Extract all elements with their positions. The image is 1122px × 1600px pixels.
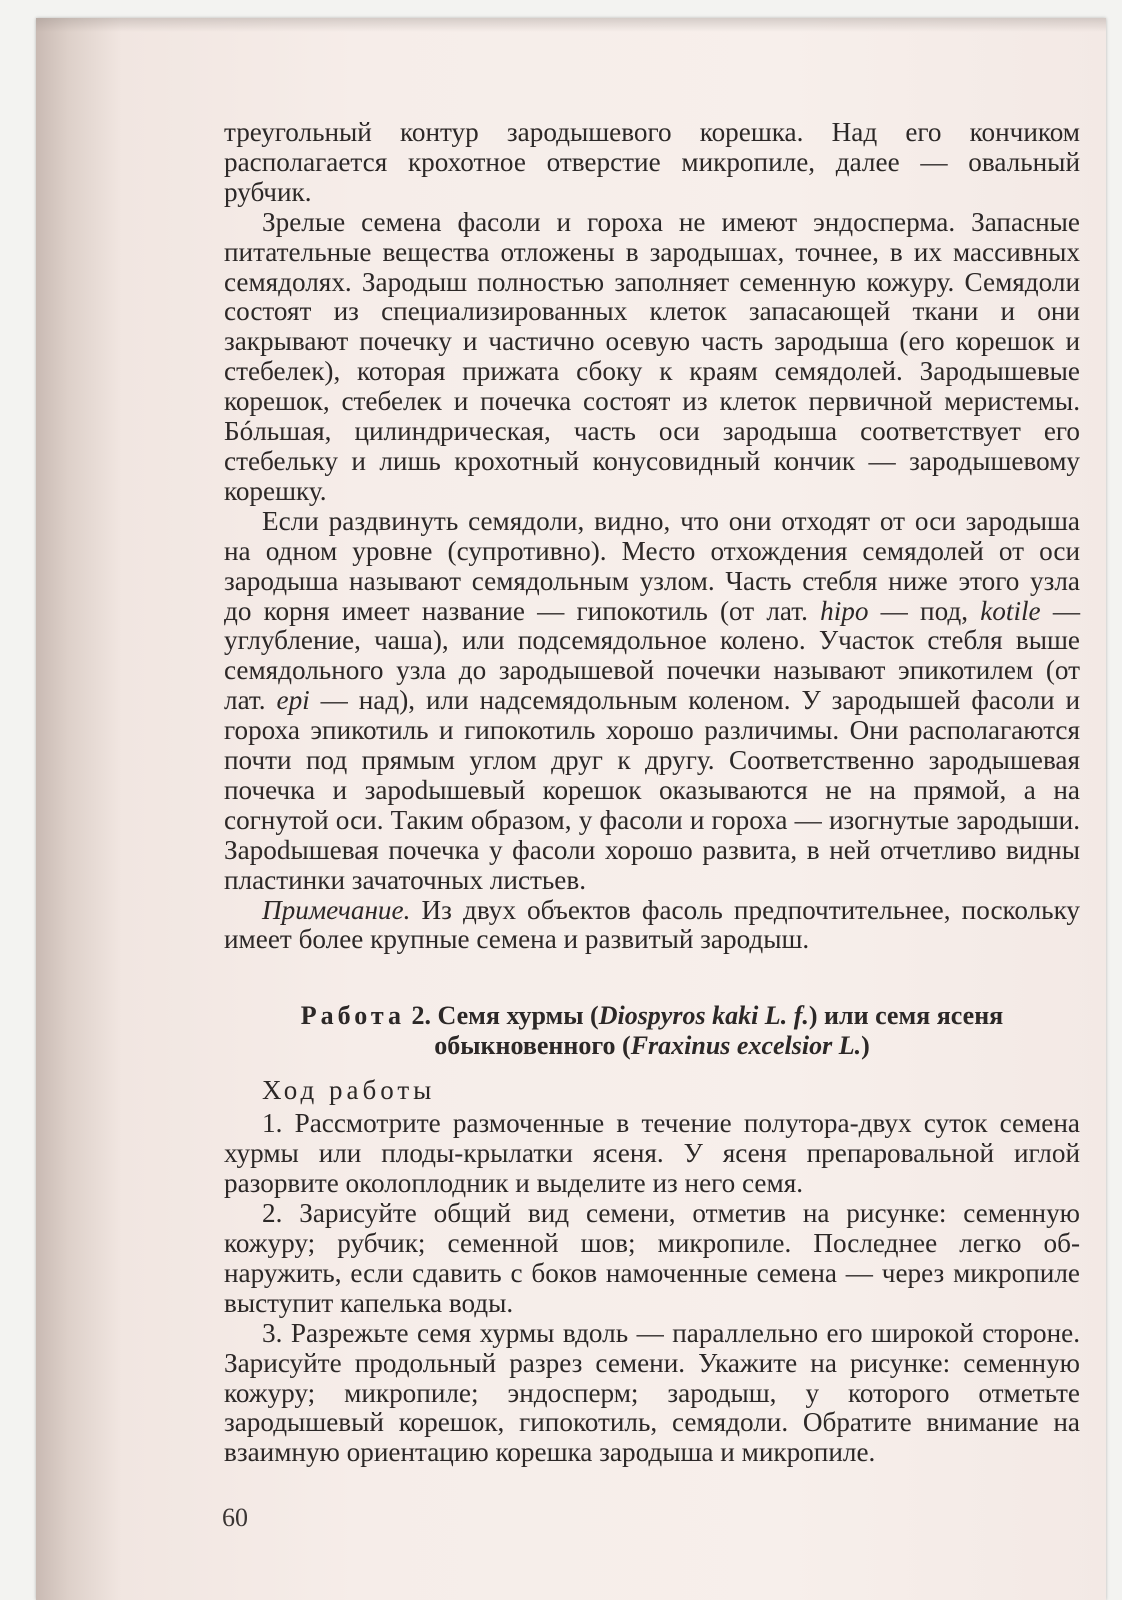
work-heading-line-2 bbox=[224, 1031, 1080, 1061]
step-3: 3. Разрежьте семя хурмы вдоль — параллельно его широкой стороне. Зарисуйте продольный разрез семени. Укажите на рисунке: семенную кожуру; микропиле; эндосперм; зародыш, у которого отметьте зародышевый корешок, гипокотиль, семядоли. Обратите внимание на взаимную ориентацию корешка зародыша и микропиле. bbox=[224, 1317, 1080, 1468]
work-title-d: ) bbox=[861, 1031, 870, 1061]
note-paragraph bbox=[224, 896, 1080, 956]
work-title-a: 2. Семя хурмы ( bbox=[405, 1001, 599, 1031]
latin-term-hipo: hipo bbox=[820, 595, 869, 626]
step-2: 2. Зарисуйте общий вид семени, отметив на рисунке: семенную кожуру; рубчик; семенной шов; микропиле. Последнее легко обнаружить, если сдавить с боков намоченные семена — через микропиле выступит капелька воды. bbox=[224, 1198, 1080, 1318]
latin-term-epi: epi bbox=[276, 685, 310, 716]
paragraph-3-text-b: — под, bbox=[868, 595, 981, 626]
work-heading bbox=[224, 1001, 1080, 1061]
work-label: Работа bbox=[300, 1001, 406, 1031]
paragraph-2: Зрелые семена фасоли и гороха не имеют эндосперма. Запасные питательные вещества отложены в зародышах, точнее, в их массивных семядолях. Зародыш полностью заполняет семенную кожуру. Семядоли состоят из специализированных клеток запасающей ткани и они закрывают почечку и частично осевую часть зародыша (его корешок и стебелек), которая прижата сбоку к краям семядолей. Зародышевые корешок, стебелек и почечка состоят из клеток первичной меристемы. Бóльшая, цилиндрическая, часть оси зародыша соответствует его стебельку и лишь крохотный конусовидный кончик — зародышевому корешку. bbox=[224, 206, 1080, 506]
latin-term-kotile: kotile bbox=[980, 595, 1041, 626]
paragraph-3-text-a: Если раздвинуть семядоли, видно, что они отходят от оси зародыша на одном уровне (супротивно). Место отхождения семядолей от оси зародыша называют семядольным узлом. Часть стебля ниже этого узла до корня имеет название — гипокотиль (от лат. bbox=[224, 505, 1080, 626]
page-number: 60 bbox=[222, 1503, 248, 1532]
work-heading-line-1 bbox=[224, 1001, 1080, 1031]
species-fraxinus: Fraxinus excelsior L. bbox=[630, 1031, 862, 1061]
note-label: Примечание. bbox=[262, 894, 411, 925]
paragraph-3-text-c: — углубление, чаша), или подсемядольное колено. Участок стебля выше семядольного узла до зародышевой почечки называют эпикотилем (от лат. bbox=[224, 595, 1081, 716]
note-text: Из двух объектов фасоль предпочтительнее, поскольку имеет более крупные семена и развитый зародыш. bbox=[224, 894, 1080, 955]
work-title-b: ) или семя ясеня bbox=[808, 1001, 1004, 1031]
procedure-subheading: Ход работы bbox=[262, 1075, 436, 1106]
page-edge-shadow bbox=[36, 18, 1106, 32]
step-1: 1. Рассмотрите размоченные в течение полутора-двух суток семена хурмы или плоды-крылатки ясеня. У ясеня препаровальной иглой разорвите околоплодник и выделите из него семя. bbox=[224, 1108, 1080, 1199]
work-title-c: обыкновенного ( bbox=[434, 1031, 631, 1061]
species-diospyros: Diospyros kaki L. f. bbox=[598, 1001, 809, 1031]
paragraph-1: треугольный контур зародышевого корешка. Над его кончиком располагается крохотное отверстие микропиле, далее — овальный рубчик. bbox=[224, 117, 1080, 207]
paragraph-3 bbox=[224, 507, 1080, 896]
page-text bbox=[224, 118, 1080, 1468]
paragraph-3-text-d: — над), или надсемядольным коленом. У зародышей фасоли и гороха эпикотиль и гипокотиль хорошо различимы. Они располагаются почти под прямым углом друг к другу. Соответственно зародышевая почечка и зароdышевый корешок оказываются не на прямой, а на согнутой оси. Таким образом, у фасоли и гороха — изогнутые зародыши. Зароdышевая почечка у фасоли хорошо развита, в ней отчетливо видны пластинки зачаточных листьев. bbox=[224, 685, 1080, 895]
